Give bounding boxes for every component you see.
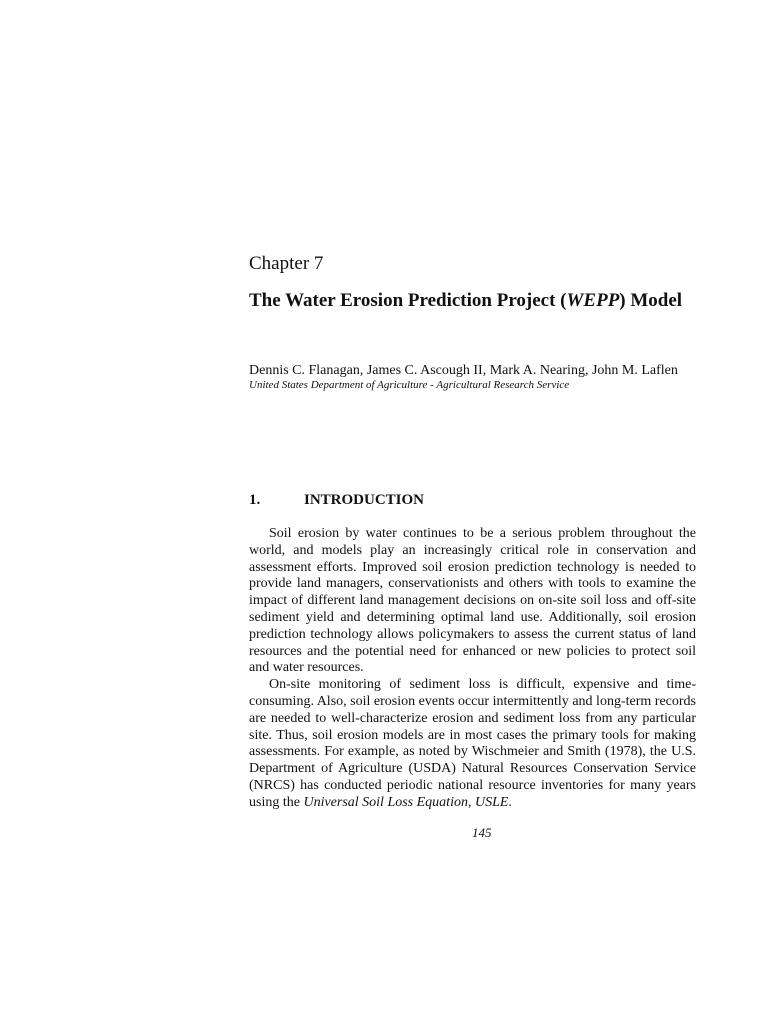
chapter-title-start: The Water Erosion Prediction Project ( <box>249 290 567 311</box>
chapter-title-end: ) Model <box>619 290 683 311</box>
page-number: 145 <box>472 825 492 840</box>
body-paragraph: Soil erosion by water continues to be a serious problem throughout the world, and models play an increasingly critical role in conservation and assessment efforts. Improved soil erosion prediction technology is needed to provide land managers, conservationists and others with tools to examine the impact of different land management decisions on on-site soil loss and off-site sediment yield and determining optimal land use. Additionally, soil erosion prediction technology allows policymakers to assess the current status of land resources and the potential need for enhanced or new policies to protect soil and water resources. <box>249 526 696 676</box>
section-heading <box>249 491 424 510</box>
chapter-label: Chapter 7 <box>249 253 324 274</box>
chapter-title-acronym: WEPP <box>566 290 620 311</box>
body-paragraph <box>249 677 696 811</box>
body-text <box>249 526 696 812</box>
section-title: INTRODUCTION <box>304 492 425 508</box>
author-list: Dennis C. Flanagan, James C. Ascough II, Mark A. Nearing, John M. Laflen <box>249 363 678 378</box>
paragraph-end: . <box>508 794 512 810</box>
paragraph-text: On-site monitoring of sediment loss is difficult, expensive and time-consuming. Also, soil erosion events occur intermittently and long-term records are needed to well-characterize erosion and sediment loss from any particular site. Thus, soil erosion models are in most cases the primary tools for making assessments. For example, as noted by Wischmeier and Smith (1978), the U.S. Department of Agriculture (USDA) Natural Resources Conservation Service (NRCS) has conducted periodic national resource inventories for many years using the <box>249 677 696 810</box>
chapter-title <box>249 289 682 313</box>
section-number: 1. <box>249 492 261 508</box>
equation-name: Universal Soil Loss Equation <box>303 794 468 810</box>
paragraph-separator: , <box>467 794 475 810</box>
author-affiliation: United States Department of Agriculture - Agricultural Research Service <box>249 379 570 391</box>
equation-acronym: USLE <box>474 794 509 810</box>
